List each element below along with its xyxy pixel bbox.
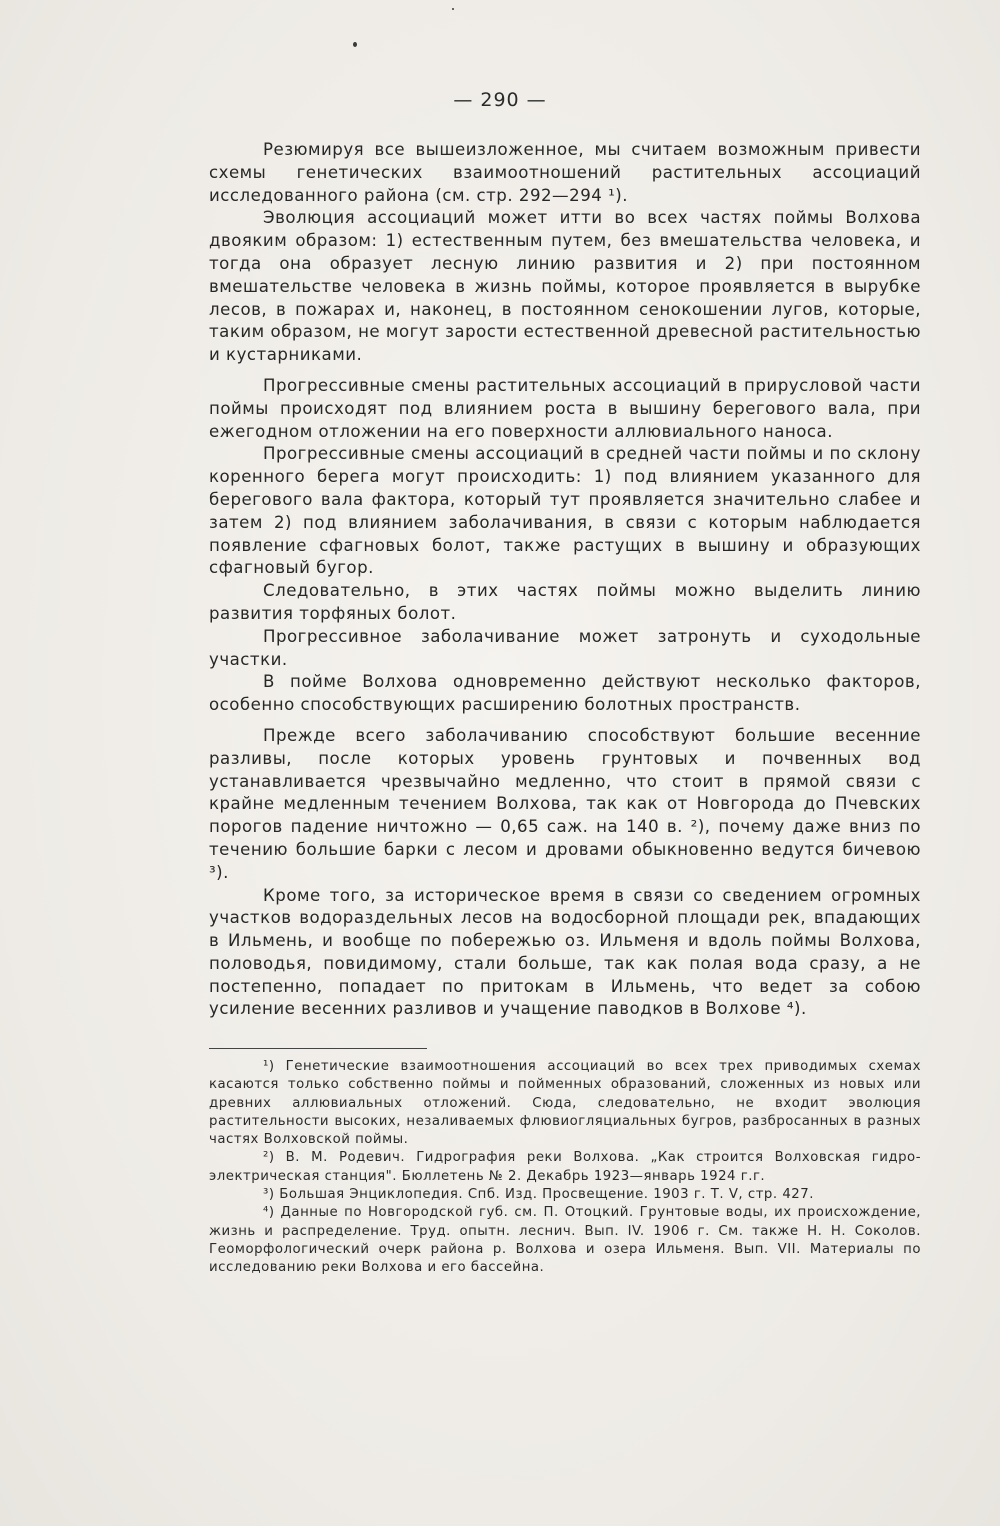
footnote: ²) В. М. Родевич. Гидрография реки Волхова. „Как строится Волховская гидро-электрическая станция". Бюллетень № 2. Декабрь 1923—январь 1924 г.г. bbox=[209, 1150, 921, 1184]
paragraph: Прогрессивные смены ассоциаций в средней части поймы и по склону коренного берега могут происходить: 1) под влиянием указанного для берегового вала фактора, который тут проявляется значительно слабее и затем 2) под влиянием заболачивания, в связи с которым наблюдается появление сфагновых болот, также растущих в вышину и образующих сфагновый бугор. bbox=[209, 444, 921, 578]
ink-speck bbox=[452, 8, 454, 10]
paragraph: Прогрессивное заболачивание может затронуть и суходольные участки. bbox=[209, 626, 921, 669]
footnote: ¹) Генетические взаимоотношения ассоциаций во всех трех приводимых схемах касаются только собственно поймы и пойменных образований, сложенных из новых или древних аллювиальных отложений. Сюда, следовательно, не входит эволюция растительности высоких, незаливаемых флювиогляциальных бугров, разбросанных в разных частях Волховской поймы. bbox=[209, 1059, 921, 1148]
body-text bbox=[209, 139, 921, 1021]
paragraph: Следовательно, в этих частях поймы можно выделить линию развития торфяных болот. bbox=[209, 581, 921, 623]
footnote-divider bbox=[209, 1048, 427, 1049]
page-number: — 290 — bbox=[453, 89, 547, 111]
paragraph: Резюмируя все вышеизложенное, мы считаем возможным привести схемы генетических взаимоотношений растительных ассоциаций исследованного района (см. стр. 292—294 ¹). bbox=[209, 140, 921, 205]
footnotes bbox=[209, 1058, 921, 1278]
ink-speck bbox=[353, 42, 357, 47]
paragraph: Кроме того, за историческое время в связи со сведением огромных участков водораздельных лесов на водосборной площади рек, впадающих в Ильмень, и вообще по побережью оз. Ильменя и вдоль поймы Волхова, половодья, повидимому, стали больше, так как полая вода сразу, а не постепенно, попадает по притокам в Ильмень, что ведет за собою усиление весенних разливов и учащение паводков в Волхове ⁴). bbox=[209, 885, 921, 1019]
paragraph: Прежде всего заболачиванию способствуют большие весенние разливы, после которых уровень грунтовых и почвенных вод устанавливается чрезвычайно медленно, что стоит в прямой связи с крайне медленным течением Волхова, так как от Новгорода до Пчевских порогов падение ничтожно — 0,65 саж. на 140 в. ²), почему даже вниз по течению большие барки с лесом и дровами обыкновенно ведутся бичевою ³). bbox=[209, 725, 921, 882]
paragraph: Эволюция ассоциаций может итти во всех частях поймы Волхова двояким образом: 1) естественным путем, без вмешательства человека, и тогда она образует лесную линию развития и 2) при постоянном вмешательстве человека в жизнь поймы, которое проявляется в вырубке лесов, в пожарах и, наконец, в постоянном сенокошении лугов, которые, таким образом, не могут зарости естественной древесной растительностью и кустарниками. bbox=[209, 208, 921, 365]
footnote: ⁴) Данные по Новгородской губ. см. П. Отоцкий. Грунтовые воды, их происхождение, жизнь и распределение. Труд. опытн. леснич. Вып. IV. 1906 г. См. также Н. Н. Соколов. Геоморфологический очерк района р. Волхова и озера Ильменя. Вып. VII. Материалы по исследованию реки Волхова и его бассейна. bbox=[209, 1205, 921, 1276]
paragraph: В пойме Волхова одновременно действуют несколько факторов, особенно способствующих расширению болотных пространств. bbox=[209, 672, 921, 715]
footnote: ³) Большая Энциклопедия. Спб. Изд. Просвещение. 1903 г. Т. V, стр. 427. bbox=[263, 1187, 814, 1203]
paragraph: Прогрессивные смены растительных ассоциаций в прирусловой части поймы происходят под влиянием роста в вышину берегового вала, при ежегодном отложении на его поверхности аллювиального наноса. bbox=[209, 375, 921, 441]
